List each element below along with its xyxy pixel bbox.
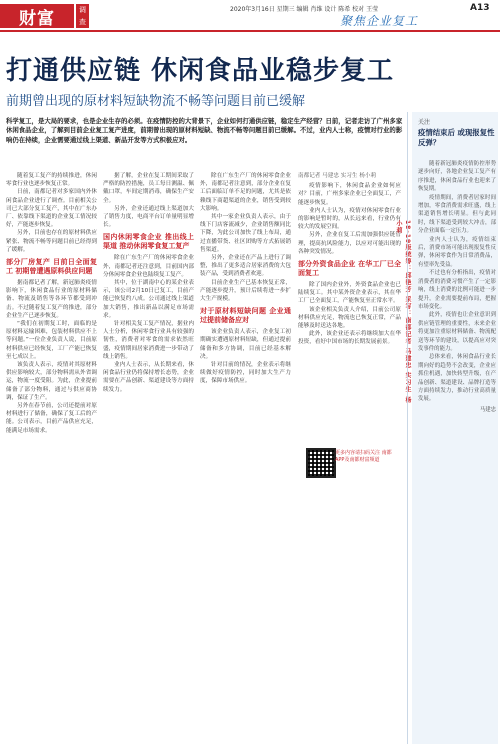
- paragraph: 业内人士认为，疫情结束后，消费市场可能出现报复性反弹，休闲零食作为日常消费品，有望率先受益。: [418, 236, 496, 268]
- page-number: A13: [470, 3, 490, 13]
- paragraph: 日前，南都记者对多家国内外休闲食品企业进行了调查。目前相关公司已大部分复工复产，其中在广东办厂、依靠线下渠道的企业复工情况较好，产能逐步恢复。: [6, 189, 97, 229]
- paragraph: 其中一家企业负责人表示，由于线下门店客流减少，企业销售额同比下降，为此公司加快了线上布局，通过直播带货、社区团购等方式拓展销售渠道。: [200, 214, 291, 253]
- paragraph: 该企业负责人表示，企业复工初期确实遭遇原材料短缺，但通过提前储备和多方协调，目前已经基本解决。: [200, 329, 291, 360]
- paragraph: 此外，该企业还表示将继续加大在华投资，看好中国市场的长期发展前景。: [298, 331, 401, 346]
- section-heading: 对于原材料短缺问题 企业通过提前储备应对: [200, 307, 291, 325]
- dateline: 2020年3月16日 星期三 编辑 肖维 设计 陈希 校对 王莹: [230, 6, 379, 13]
- section-heading: 部分厂房复产 目前日全面复工 初期曾遭遇原料供应问题: [6, 258, 97, 276]
- commentary-tag: 关注: [418, 119, 431, 126]
- qr-code-icon[interactable]: [306, 448, 336, 478]
- paragraph: 随着复工复产的持续推进，休闲零食行业也逐步恢复正常。: [6, 173, 97, 188]
- paragraph: 随着新冠肺炎疫情防控形势逐步向好，各地企业复工复产有序推进，休闲食品行业也迎来了恢复期。: [418, 161, 496, 193]
- header-rule: [0, 30, 500, 32]
- paragraph: 此外，疫情也让企业意识到供应链管理的重要性，未来企业将更加注重原材料储备、物流配送等环节的建设，以提高应对突发事件的能力。: [418, 312, 496, 352]
- article-column-3: [200, 172, 291, 742]
- paragraph: 除了国内企业外，外资食品企业也已陆续复工。其中某外资企业表示，其在华工厂已全面复工，产能恢复至正常水平。: [298, 282, 401, 305]
- section-brand-logo: 财富: [0, 4, 74, 28]
- paragraph: 业内人士认为，疫情对休闲零食行业的影响是暂时的，从长远来看，行业仍有较大的发展空间。: [298, 207, 401, 231]
- byline: 南都记者 马建忠 实习生 杨小莉: [298, 173, 377, 179]
- paragraph: “我们在初期复工时，面临的是原材料运输困难，包装材料供应不上等问题。”一位企业负责人说，目前原材料供应已经恢复，工厂产能已恢复至七成以上。: [6, 321, 97, 360]
- section-heading: 国内休闲零食企业 推出线上渠道 推动休闲零食复工复产: [103, 233, 194, 251]
- paragraph: 除在广东生产厂的休闲零食企业外，南都记者注意到，部分企业在复工后面临订单不足的问题，尤其是依赖线下商超渠道的企业，销售受到较大影响。: [200, 173, 291, 212]
- paragraph: 针对目前的情况，企业表示将继续做好疫情防控，同时加大生产力度，保障市场供应。: [200, 362, 291, 385]
- paragraph: 另外在春节前，公司还提前对原材料进行了储备，确保了复工后的产能。公司表示，目前产品供应充足，能满足市场需求。: [6, 403, 97, 434]
- commentary-body: [418, 160, 496, 740]
- paragraph: 业内人士表示，从长期来看，休闲食品行业仍将保持增长态势，企业需要在产品创新、渠道建设等方面持续发力。: [103, 362, 194, 393]
- paragraph: 据南都记者了解，新冠肺炎疫情影响下，休闲食品行业的原材料储备、物流及销售等各环节都受到冲击。不过随着复工复产的推进，部分企业生产已逐步恢复。: [6, 280, 97, 319]
- paragraph: 另外，目前也存在的原材料供应紧张、物流不畅等问题目前已经得到了缓解。: [6, 230, 97, 253]
- paragraph: 另外，企业在复工后需加强供应链管理，提高抗风险能力，以应对可能出现的各种突发情况。: [298, 232, 401, 255]
- paragraph: 疫情影响下，休闲食品企业如何应对？目前，广州多家企业已全面复工，产能逐步恢复。: [298, 183, 401, 206]
- paragraph: 该负责人表示，疫情对其原材料供应影响较大，部分物料需从外省调运，物流一度受阻。为此，企业提前储备了部分物料，通过与供应商协调，保证了生产。: [6, 362, 97, 401]
- subheadline: 前期曾出现的原材料短缺物流不畅等问题目前已缓解: [6, 94, 306, 109]
- section-brand-tag: 调查: [76, 4, 89, 28]
- paragraph: 总体来看，休闲食品行业长期向好的趋势不会改变，企业应抓住机遇，加快转型升级，在产品创新、渠道建设、品牌打造等方面持续发力，推动行业高质量发展。: [418, 354, 496, 403]
- qr-caption: 更多内容请扫码关注 南都APP及南都财富频道: [335, 450, 392, 463]
- topic-logo: 聚焦企业复工: [340, 14, 419, 28]
- paragraph: 疫情期间，消费者居家时间增加，零食消费需求旺盛，线上渠道销售增长明显。但与此同时，线下渠道受到较大冲击，部分企业面临一定压力。: [418, 194, 496, 235]
- column-divider: [407, 112, 408, 744]
- headline: 打通供应链 休闲食品业稳步复工: [6, 56, 395, 86]
- paragraph: 另外，企业还在产品上进行了调整，推出了更多适合居家消费的大包装产品，受到消费者欢迎。: [200, 255, 291, 278]
- paragraph: 目前企业生产已基本恢复正常，产能逐步提升，预计后续将进一步扩大生产规模。: [200, 279, 291, 303]
- paragraph: 据了解，企业在复工期间采取了严格的防控措施，员工每日测温、佩戴口罩，车间定期消毒，确保生产安全。: [103, 173, 194, 204]
- article-column-2: [103, 172, 194, 742]
- paragraph: 除在广东生产厂的休闲零食企业外，南都记者还注意到，目前国内部分休闲零食企业也陆续复工复产。: [103, 255, 194, 278]
- paragraph: 该企业相关负责人介绍，目前公司原材料供应充足，物流也已恢复正常，产品能够及时送达各地。: [298, 306, 401, 330]
- commentary-title: 疫情结束后 或现报复性反弹？: [418, 128, 495, 147]
- paragraph: 不过也有分析指出，疫情对消费者的消费习惯产生了一定影响，线上消费的比例可能进一步提升，企业需要提前布局，把握市场变化。: [418, 270, 496, 310]
- reporter-credits-strip: 小莉: [395, 220, 402, 234]
- paragraph: 针对相关复工复产情况，据业内人士分析，休闲零食行业具有较强的韧性，消费者对零食的需求依然旺盛，疫情期间居家消费进一步带动了线上销售。: [103, 321, 194, 360]
- commentary-signature: 马建忠: [479, 406, 496, 413]
- paragraph: 另外，企业还通过线上渠道加大了销售力度，电商平台订单量明显增长。: [103, 205, 194, 229]
- section-heading: 部分外资食品企业 在华工厂已全面复工: [298, 260, 401, 278]
- lead-paragraph: 科学复工，是大局的要求，也是企业生存的必须。在疫情防控的大背景下，企业如何打通供应链，稳定生产经营？日前，记者走访了广州多家休闲食品企业，了解到目前企业复工复产进度，前期曾出现的原材料短缺、物流不畅等问题目前已缓解。不过，业内人士称，疫情对行业的影响仍在持续，企业需要通过线上渠道、新品开发等方式积极应对。: [6, 117, 403, 144]
- paragraph: 其中，位于湖南中心的某企业表示，该公司2月10日已复工，目前产能已恢复约八成。公司通过线上渠道加大销售，推出新品以满足市场需求。: [103, 280, 194, 319]
- article-column-1: [6, 172, 97, 742]
